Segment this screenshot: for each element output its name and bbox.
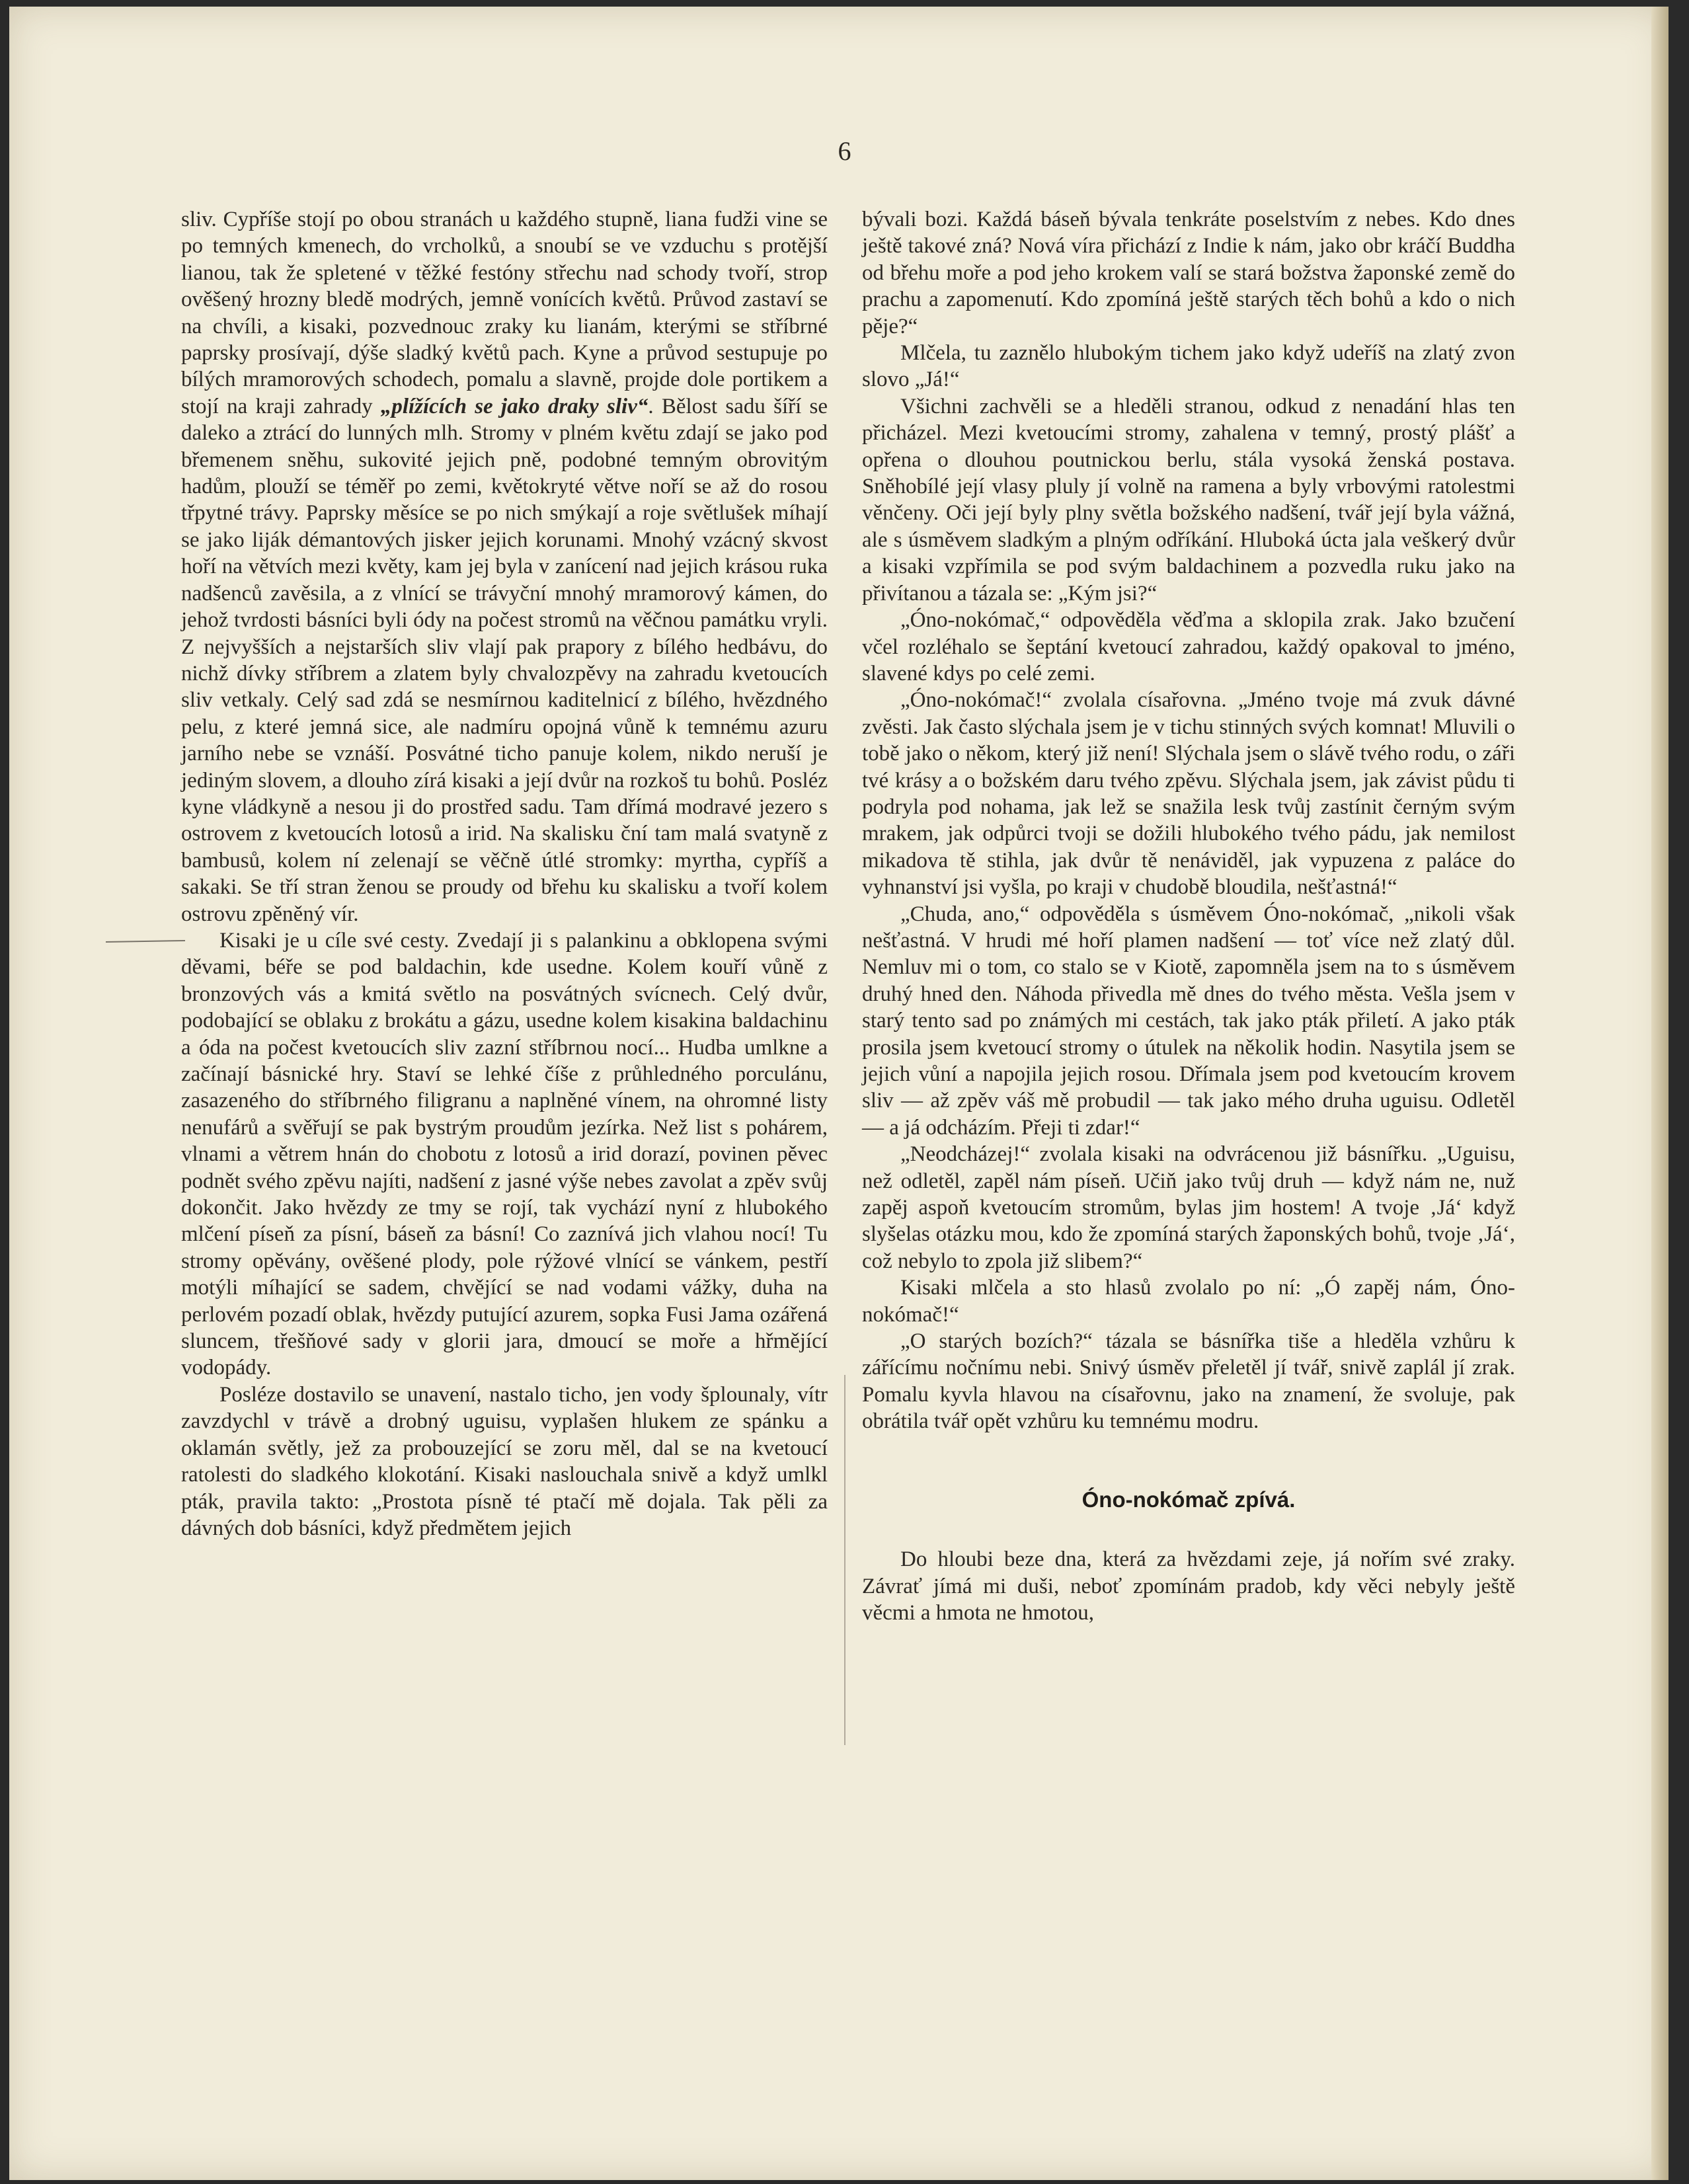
left-column bbox=[181, 206, 828, 1541]
right-column bbox=[862, 206, 1515, 1626]
paragraph: Kisaki mlčela a sto hlasů zvolalo po ní: „Ó zapěj nám, Óno-nokómač!“ bbox=[862, 1276, 1515, 1327]
paragraph: „Óno-nokómač!“ zvolala císařovna. „Jméno tvoje má zvuk dávné zvěsti. Jak často slýchala jsem je v tichu stinných svých komnat! Mluvili o tobě jako o někom, který již není! Slýchala jsem o slávě tvého rodu, o záři tvé krásy a o božském daru tvého zpěvu. Slýchala jsem, jak závist půdu ti podryla pod nohama, jak lež se snažila lesk tvůj zastínit černým svým mrakem, jak odpůrci tvoji se dožili hlubokého tvého pádu, jak nemilost mikadova tě stihla, jak dvůr tě nenáviděl, jak vypuzena z paláce do vyhnanství jsi vyšla, po kraji v chudobě bloudila, nešťastná!“ bbox=[862, 688, 1515, 900]
paragraph: bývali bozi. Každá báseň bývala tenkráte poselstvím z nebes. Kdo dnes ještě takové zná? Nová víra přichází z Indie k nám, jako obr kráčí Buddha od břehu moře a pod jeho krokem valí se stará božstva žaponské země do prachu a zapomenutí. Kdo zpomíná ještě starých těch bohů a kdo o nich pěje?“ bbox=[862, 208, 1515, 338]
paragraph: „O starých bozích?“ tázala se básnířka tiše a hleděla vzhůru k zářícímu nočnímu nebi. Snivý úsměv přeletěl jí tvář, snivě zaplál jí zrak. Pomalu kyvla hlavou na císařovnu, jako na znamení, že svoluje, pak obrátila tvář opět vzhůru ku temnému modru. bbox=[862, 1329, 1515, 1434]
paragraph: „Neodcházej!“ zvolala kisaki na odvrácenou již básnířku. „Uguisu, než odletěl, zapěl nám píseň. Učiň jako tvůj druh — když nám ne, nuž zapěj aspoň kvetoucím stromům, bylas jim hostem! A tvoje ‚Já‘ když slyšelas otázku mou, kdo že zpomíná starých žaponských bohů, tvoje ‚Já‘, což nebylo to zpola již slibem?“ bbox=[862, 1142, 1515, 1273]
paragraph bbox=[181, 206, 828, 927]
paragraph: Mlčela, tu zaznělo hlubokým tichem jako když udeříš na zlatý zvon slovo „Já!“ bbox=[862, 341, 1515, 392]
page-edge bbox=[1651, 7, 1669, 2180]
paragraph: Kisaki je u cíle své cesty. Zvedají ji s palankinu a obklopena svými děvami, béře se pod baldachin, kde usedne. Kolem kouří vůně z bronzových vás a kmitá světlo na posvátných svícnech. Celý dvůr, podobající se oblaku z brokátu a gázu, usedne kolem kisakina baldachinu a óda na počest kvetoucích sliv zazní stříbrnou nocí... Hudba umlkne a začínají básnické hry. Staví se lehké číše z průhledného porculánu, zasazeného do stříbrného filigranu a naplněné vínem, na ohromné listy nenufárů a svěřují se pak bystrým proudům jezírka. Než list s pohárem, vlnami a větrem hnán do chobotu z lotosů a irid dorazí, povinen pěvec podnět svého zpěvu najíti, nadšení z jasné výše nebes zavolat a zpěv svůj dokončit. Jako hvězdy ze tmy se rojí, tak vychází nyní z hlubokého mlčení píseň za písní, báseň za básní! Co zaznívá jich vlahou nocí! Tu stromy opěvány, ověšené plody, pole rýžové vlnící se vánkem, pestří motýli míhající se sadem, chvějící se nad vodami vážky, duha na perlovém pozadí oblak, hvězdy putující azurem, sopka Fusi Jama ozářená sluncem, třešňové sady v glorii jara, dmoucí se moře a hřmějící vodopády. bbox=[181, 928, 828, 1380]
section-heading: Óno-nokómač zpívá. bbox=[1081, 1487, 1296, 1512]
paragraph: Do hloubi beze dna, která za hvězdami zeje, já nořím své zraky. Závrať jímá mi duši, neboť zpomínám pradob, kdy věci nebyly ještě věcmi a hmota ne hmotou, bbox=[862, 1547, 1515, 1625]
gutter-line bbox=[844, 1375, 845, 1745]
emphasized-quote: „plížících se jako draky sliv“ bbox=[380, 394, 648, 418]
paragraph: „Óno-nokómač,“ odpověděla věďma a sklopila zrak. Jako bzučení včel rozléhalo se šeptání kvetoucí zahradou, každý opakoval to jméno, slavené kdys po celé zemi. bbox=[862, 608, 1515, 685]
paragraph: „Chuda, ano,“ odpověděla s úsměvem Óno-nokómač, „nikoli však nešťastná. V hrudi mé hoří plamen nadšení — toť více než zlatý důl. Nemluv mi o tom, co stalo se v Kiotě, zapomněla jsem na to s úsměvem druhý hned den. Náhoda přivedla mě dnes do tvého města. Vešla jsem v starý tento sad po známých mi cestách, tak jako pták přiletí. A jako pták prosila jsem kvetoucí stromy o útulek na několik hodin. Nasytila jsem se jejich vůní a napojila jejich rosou. Dřímala jsem pod kvetoucím krovem sliv — až zpěv váš mě probudil — tak jako mého druha uguisu. Odletěl — a já odcházím. Přeji ti zdar!“ bbox=[862, 902, 1515, 1140]
paragraph: Všichni zachvěli se a hleděli stranou, odkud z nenadání hlas ten přicházel. Mezi kvetoucími stromy, zahalena v temný, prostý plášť a opřena o dlouhou poutnickou berlu, stála vysoká ženská postava. Sněhobílé její vlasy pluly jí volně na ramena a byly vrbovými ratolestmi věnčeny. Oči její byly plny světla božského nadšení, tvář její byla vážná, ale s úsměvem sladkým a plným odříkání. Hluboká úcta jala veškerý dvůr a kisaki vzpřímila se pod svým baldachinem a pozvedla ruku jako na přivítanou a tázala se: „Kým jsi?“ bbox=[862, 394, 1515, 605]
text-span: sliv. Cypříše stojí po obou stranách u každého stupně, liana fudži vine se po temných kmenech, do vrcholků, a snoubí se ve vzduchu s protější lianou, tak že spletené v těžké festóny střechu nad schody tvoří, strop ověšený hrozny bledě modrých, jemně vonících květů. Průvod zastaví se na chvíli, a kisaki, pozvednouc zraky ku lianám, kterými se stříbrné paprsky prosívají, dýše sladký květů pach. Kyne a průvod sestupuje po bílých mramorových schodech, pomalu a slavně, projde dole portikem a stojí na kraji zahrady bbox=[181, 208, 828, 418]
text-span: . Bělost sadu šíří se daleko a ztrácí do lunných mlh. Stromy v plném květu zdají se jako pod břemenem sněhu, sukovité jejich pně, podobné temným obrovitým hadům, plouží se téměř po zemi, květokryté větve noří se až do rosou třpytné trávy. Paprsky měsíce se po nich smýkají a roje světlušek míhají se jako liják démantových jisker jejich korunami. Mnohý vzácný skvost hoří na větvích mezi květy, kam jej byla v zanícení nad jejich krásou ruka nadšenců zavěsila, a z vlnící se trávyční mnohý mramorový kámen, do jehož tvrdosti básníci byli ódy na počest stromů na věčnou památku vryli. Z nejvyšších a nejstarších sliv vlají pak prapory z bílého hedbávu, do nichž dívky stříbrem a zlatem byly chvalozpěvy na zahradu kvetoucích sliv vetkaly. Celý sad zdá se nesmírnou kaditelnicí z bílého, hvězdného pelu, z které jemná sice, ale nadmíru opojná vůně k temnému azuru jarního nebe se vznáší. Posvátné ticho panuje kolem, nikdo neruší je jediným slovem, a dlouho zírá kisaki a její dvůr na rozkoš tu bohů. Posléz kyne vládkyně a nesou ji do prostřed sadu. Tam dřímá modravé jezero s ostrovem z kvetoucích lotosů a irid. Na skalisku ční tam malá svatyně z bambusů, kolem ní zelenají se věčně útlé stromky: myrtha, cypříš a sakaki. Se tří stran ženou se proudy od břehu ku skalisku a tvoří kolem ostrovu zpěněný vír. bbox=[181, 394, 828, 926]
page-number: 6 bbox=[838, 136, 851, 166]
paragraph: Posléze dostavilo se unavení, nastalo ticho, jen vody šplounaly, vítr zavzdychl v trávě a drobný uguisu, vyplašen hlukem ze spánku a oklamán světly, jež za probouzející se zoru měl, dal se na kvetoucí ratolesti do sladkého klokotání. Kisaki naslouchala snivě a když umlkl pták, pravila takto: „Prostota písně té ptačí mě dojala. Tak pěli za dávných dob básníci, když předmětem jejich bbox=[181, 1382, 828, 1540]
